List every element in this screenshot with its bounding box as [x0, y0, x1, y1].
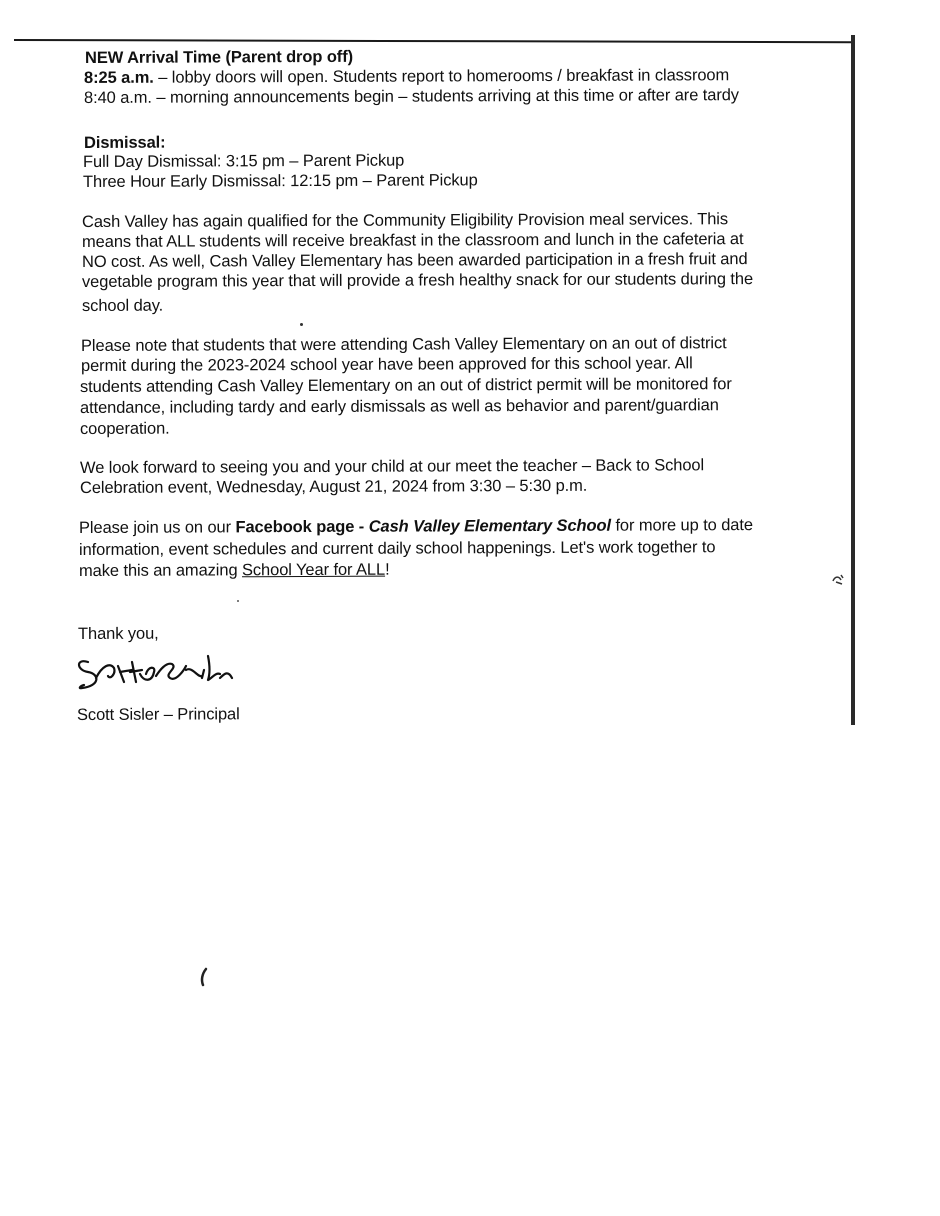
signature-name-title: Scott Sisler – Principal [76, 705, 240, 724]
arrival-line-1-text: – lobby doors will open. Students report to homerooms / breakfast in classroom [153, 66, 730, 87]
facebook-line3-post: ! [385, 560, 390, 579]
scan-dust-dot [237, 600, 239, 602]
scan-speck-mark [830, 572, 846, 586]
arrival-line-1 [84, 65, 729, 88]
permit-paragraph-line: cooperation. [79, 419, 170, 438]
facebook-intro-tail: for more up to date [610, 516, 753, 535]
facebook-paragraph-line-3 [79, 560, 390, 581]
meals-paragraph-line: school day. [81, 296, 164, 315]
event-paragraph-line: Celebration event, Wednesday, August 21, 2024 from 3:30 – 5:30 p.m. [79, 476, 588, 497]
scan-frame-right-border [851, 35, 855, 725]
dismissal-heading: Dismissal: [83, 133, 166, 152]
arrival-line-2: 8:40 a.m. – morning announcements begin – students arriving at this time or after are tardy [83, 86, 739, 107]
meals-paragraph-line: Cash Valley has again qualified for the Community Eligibility Provision meal services. This [81, 210, 729, 231]
scan-speck-mark [198, 966, 210, 988]
facebook-intro: Please join us on our [78, 518, 236, 537]
facebook-page-label: Facebook page - [235, 517, 369, 537]
facebook-line3-pre: make this an amazing [78, 561, 243, 580]
meals-paragraph-line: NO cost. As well, Cash Valley Elementary has been awarded participation in a fresh fruit and [81, 250, 748, 271]
dismissal-full-day: Full Day Dismissal: 3:15 pm – Parent Pickup [82, 151, 405, 171]
meals-paragraph-line: vegetable program this year that will provide a fresh healthy snack for our students during the [81, 270, 754, 291]
permit-paragraph-line: permit during the 2023-2024 school year have been approved for this school year. All [80, 354, 693, 375]
permit-paragraph-line: Please note that students that were attending Cash Valley Elementary on an out of district [80, 334, 727, 355]
facebook-paragraph-line-1 [79, 515, 753, 538]
school-year-slogan: School Year for ALL [241, 560, 386, 580]
permit-paragraph-line: attendance, including tardy and early dismissals as well as behavior and parent/guardian [79, 396, 719, 417]
arrival-time-1: 8:25 a.m. [83, 68, 154, 87]
arrival-heading: NEW Arrival Time (Parent drop off) [84, 47, 354, 67]
meals-paragraph-line: means that ALL students will receive breakfast in the classroom and lunch in the cafeteria at [81, 230, 744, 251]
scan-frame-top-border [14, 39, 854, 43]
event-paragraph-line: We look forward to seeing you and your child at our meet the teacher – Back to School [79, 456, 705, 477]
dismissal-early: Three Hour Early Dismissal: 12:15 pm – Parent Pickup [82, 171, 478, 191]
facebook-school-name: Cash Valley Elementary School [368, 516, 611, 536]
handwritten-signature [74, 648, 244, 696]
scan-dust-dot [300, 323, 303, 326]
facebook-paragraph-line-2: information, event schedules and current daily school happenings. Let's work together to [78, 538, 716, 559]
closing-thanks: Thank you, [77, 624, 159, 643]
permit-paragraph-line: students attending Cash Valley Elementary on an out of district permit will be monitored for [79, 375, 732, 396]
